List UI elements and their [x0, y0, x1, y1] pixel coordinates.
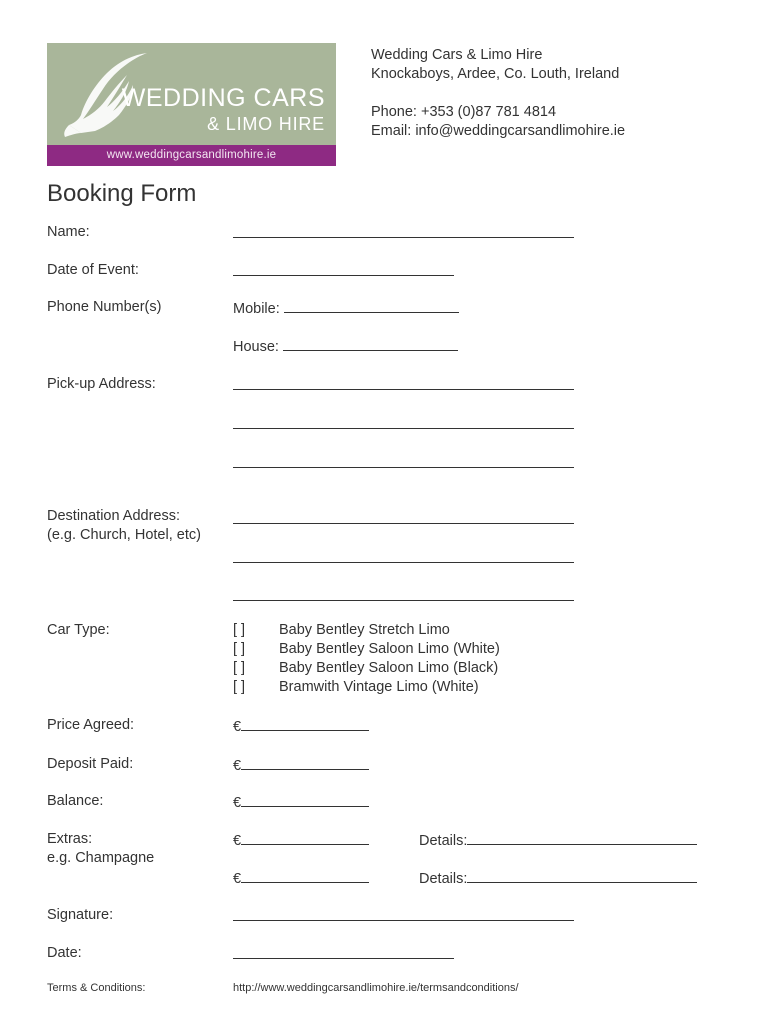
destination-address-line-2[interactable]	[233, 548, 574, 569]
terms-link[interactable]: http://www.weddingcarsandlimohire.ie/termsandconditions/	[233, 982, 519, 994]
destination-address-hint: (e.g. Church, Hotel, etc)	[47, 527, 201, 543]
company-phone: Phone: +353 (0)87 781 4814	[371, 104, 557, 120]
logo-panel	[47, 43, 336, 145]
currency-symbol: €	[233, 758, 242, 774]
date-of-event-field[interactable]	[233, 261, 454, 282]
mobile-field[interactable]	[233, 298, 459, 319]
price-agreed-field[interactable]	[233, 716, 369, 737]
currency-symbol: €	[233, 833, 242, 849]
pickup-address-line-3[interactable]	[233, 453, 574, 474]
car-option-1[interactable]	[233, 621, 450, 640]
company-name: Wedding Cars & Limo Hire	[371, 47, 543, 63]
car-option-checkbox[interactable]: [ ]	[233, 622, 246, 638]
date-field[interactable]	[233, 944, 454, 965]
car-option-label: Baby Bentley Saloon Limo (White)	[279, 641, 500, 657]
pickup-address-label: Pick-up Address:	[47, 376, 156, 392]
company-address: Knockaboys, Ardee, Co. Louth, Ireland	[371, 66, 620, 82]
company-logo	[47, 43, 336, 166]
date-label: Date:	[47, 945, 82, 961]
logo-subtitle: & LIMO HIRE	[207, 114, 325, 134]
contact-block	[371, 46, 625, 141]
deposit-paid-field[interactable]	[233, 755, 369, 776]
car-option-checkbox[interactable]: [ ]	[233, 660, 246, 676]
company-email[interactable]: Email: info@weddingcarsandlimohire.ie	[371, 123, 626, 139]
date-of-event-label: Date of Event:	[47, 262, 139, 278]
car-option-label: Bramwith Vintage Limo (White)	[279, 679, 479, 695]
price-agreed-label: Price Agreed:	[47, 717, 135, 733]
car-option-4[interactable]	[233, 678, 479, 697]
car-option-3[interactable]	[233, 659, 498, 678]
extras-details-2[interactable]	[419, 868, 697, 889]
car-option-checkbox[interactable]: [ ]	[233, 679, 246, 695]
signature-label: Signature:	[47, 907, 114, 923]
mobile-label: Mobile:	[233, 301, 280, 317]
car-option-label: Baby Bentley Saloon Limo (Black)	[279, 660, 499, 676]
house-field[interactable]	[233, 336, 458, 357]
logo-title: WEDDING CARS	[121, 84, 325, 112]
destination-address-label: Destination Address:	[47, 508, 180, 524]
house-label: House:	[233, 339, 279, 355]
page-title: Booking Form	[47, 180, 197, 207]
deposit-paid-label: Deposit Paid:	[47, 756, 134, 772]
phone-label: Phone Number(s)	[47, 299, 162, 315]
currency-symbol: €	[233, 719, 242, 735]
extras-hint: e.g. Champagne	[47, 850, 155, 866]
car-option-2[interactable]	[233, 640, 500, 659]
extras-details-1[interactable]	[419, 830, 697, 851]
terms-label: Terms & Conditions:	[47, 982, 146, 994]
destination-address-line-1[interactable]	[233, 509, 574, 530]
logo-website-link[interactable]: www.weddingcarsandlimohire.ie	[47, 145, 336, 166]
details-label: Details:	[419, 871, 468, 887]
destination-address-line-3[interactable]	[233, 586, 574, 607]
car-option-checkbox[interactable]: [ ]	[233, 641, 246, 657]
name-label: Name:	[47, 224, 90, 240]
currency-symbol: €	[233, 871, 242, 887]
pickup-address-line-2[interactable]	[233, 414, 574, 435]
signature-field[interactable]	[233, 906, 574, 927]
extras-amount-2[interactable]	[233, 868, 369, 889]
pickup-address-line-1[interactable]	[233, 375, 574, 396]
details-label: Details:	[419, 833, 468, 849]
extras-label: Extras:	[47, 831, 93, 847]
extras-amount-1[interactable]	[233, 830, 369, 851]
currency-symbol: €	[233, 795, 242, 811]
balance-field[interactable]	[233, 792, 369, 813]
car-option-label: Baby Bentley Stretch Limo	[279, 622, 450, 638]
car-type-label: Car Type:	[47, 622, 110, 638]
balance-label: Balance:	[47, 793, 104, 809]
name-field[interactable]	[233, 223, 574, 244]
